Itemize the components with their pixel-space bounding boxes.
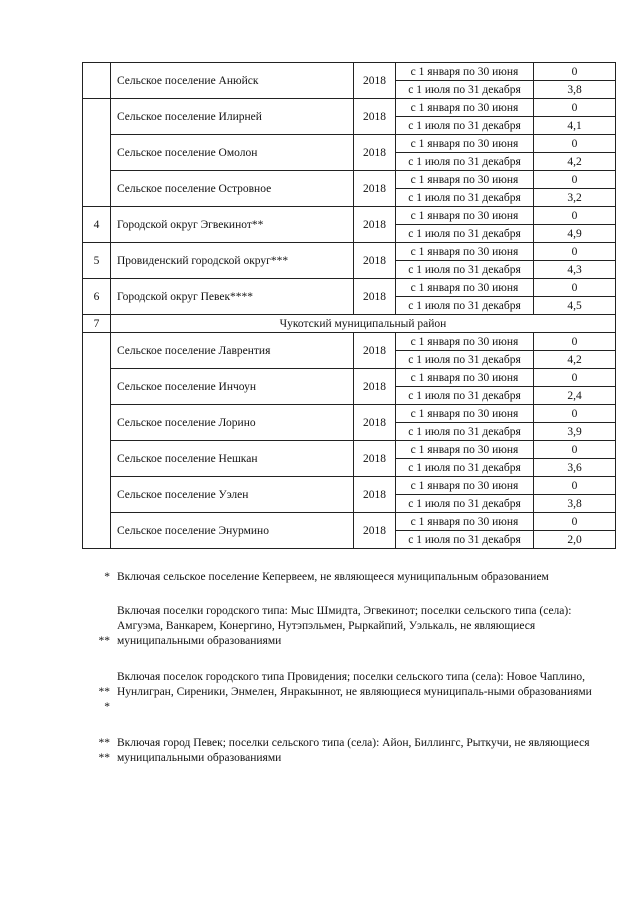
row-number: 5	[83, 243, 111, 279]
period-cell: с 1 июля по 31 декабря	[396, 459, 534, 477]
settlement-name: Сельское поселение Илирней	[111, 99, 354, 135]
period-cell: с 1 июля по 31 декабря	[396, 387, 534, 405]
value-cell: 0	[534, 243, 616, 261]
row-number	[83, 63, 111, 99]
period-cell: с 1 января по 30 июня	[396, 279, 534, 297]
period-cell: с 1 июля по 31 декабря	[396, 225, 534, 243]
footnote-text: Включая поселки городского типа: Мыс Шмидта, Эгвекинот; поселки сельского типа (села): Амгуэма, Ванкарем, Конергино, Нутэпэльмен, Рыркайпий, Уэлькаль, не являющиеся муниципальными образованиями	[117, 605, 572, 647]
year-cell: 2018	[354, 207, 396, 243]
footnote-mark: *	[104, 571, 110, 583]
table-row	[83, 99, 616, 117]
period-cell: с 1 июля по 31 декабря	[396, 189, 534, 207]
period-cell: с 1 января по 30 июня	[396, 207, 534, 225]
value-cell: 0	[534, 333, 616, 351]
year-cell: 2018	[354, 477, 396, 513]
value-cell: 0	[534, 171, 616, 189]
period-cell: с 1 января по 30 июня	[396, 333, 534, 351]
period-cell: с 1 января по 30 июня	[396, 405, 534, 423]
period-cell: с 1 июля по 31 декабря	[396, 153, 534, 171]
year-cell: 2018	[354, 405, 396, 441]
settlement-name: Сельское поселение Энурмино	[111, 513, 354, 549]
value-cell: 4,2	[534, 351, 616, 369]
period-cell: с 1 января по 30 июня	[396, 63, 534, 81]
settlement-name: Сельское поселение Уэлен	[111, 477, 354, 513]
footnote-text: Включая сельское поселение Кепервеем, не являющееся муниципальным образованием	[117, 571, 549, 583]
period-cell: с 1 июля по 31 декабря	[396, 81, 534, 99]
table-row	[83, 171, 616, 189]
period-cell: с 1 июля по 31 декабря	[396, 531, 534, 549]
year-cell: 2018	[354, 513, 396, 549]
value-cell: 0	[534, 477, 616, 495]
value-cell: 0	[534, 279, 616, 297]
table-row	[83, 513, 616, 531]
row-number	[83, 99, 111, 207]
table-row	[83, 441, 616, 459]
period-cell: с 1 июля по 31 декабря	[396, 261, 534, 279]
year-cell: 2018	[354, 135, 396, 171]
settlement-name: Сельское поселение Островное	[111, 171, 354, 207]
footnote-mark: ** **	[98, 737, 110, 764]
value-cell: 3,8	[534, 495, 616, 513]
year-cell: 2018	[354, 279, 396, 315]
row-number: 4	[83, 207, 111, 243]
value-cell: 0	[534, 369, 616, 387]
year-cell: 2018	[354, 441, 396, 477]
value-cell: 4,2	[534, 153, 616, 171]
value-cell: 0	[534, 63, 616, 81]
table-row	[83, 477, 616, 495]
period-cell: с 1 января по 30 июня	[396, 171, 534, 189]
row-number: 7	[83, 315, 111, 333]
footnote-mark: ** *	[98, 686, 110, 713]
value-cell: 3,2	[534, 189, 616, 207]
settlement-name: Городской округ Певек****	[111, 279, 354, 315]
year-cell: 2018	[354, 99, 396, 135]
table-row	[83, 63, 616, 81]
period-cell: с 1 июля по 31 декабря	[396, 117, 534, 135]
value-cell: 0	[534, 441, 616, 459]
row-number	[83, 333, 111, 549]
table-row	[83, 369, 616, 387]
period-cell: с 1 января по 30 июня	[396, 99, 534, 117]
period-cell: с 1 июля по 31 декабря	[396, 297, 534, 315]
value-cell: 2,0	[534, 531, 616, 549]
year-cell: 2018	[354, 63, 396, 99]
value-cell: 4,9	[534, 225, 616, 243]
district-row	[83, 315, 616, 333]
settlement-name: Городской округ Эгвекинот**	[111, 207, 354, 243]
rates-table	[82, 62, 616, 549]
period-cell: с 1 января по 30 июня	[396, 369, 534, 387]
table-row	[83, 279, 616, 297]
year-cell: 2018	[354, 171, 396, 207]
year-cell: 2018	[354, 243, 396, 279]
value-cell: 2,4	[534, 387, 616, 405]
value-cell: 4,5	[534, 297, 616, 315]
settlement-name: Провиденский городской округ***	[111, 243, 354, 279]
footnote-text: Включая поселок городского типа Провидения; поселки сельского типа (села): Новое Чаплино, Нунлигран, Сиреники, Энмелен, Янракыннот, не являющиеся муниципаль-ными образованиями	[117, 671, 592, 698]
period-cell: с 1 июля по 31 декабря	[396, 351, 534, 369]
settlement-name: Сельское поселение Лорино	[111, 405, 354, 441]
period-cell: с 1 июля по 31 декабря	[396, 495, 534, 513]
footnote-mark: **	[98, 635, 110, 647]
value-cell: 0	[534, 405, 616, 423]
value-cell: 4,3	[534, 261, 616, 279]
value-cell: 3,8	[534, 81, 616, 99]
value-cell: 4,1	[534, 117, 616, 135]
settlement-name: Сельское поселение Инчоун	[111, 369, 354, 405]
district-name: Чукотский муниципальный район	[111, 315, 616, 333]
value-cell: 0	[534, 99, 616, 117]
settlement-name: Сельское поселение Омолон	[111, 135, 354, 171]
table-row	[83, 333, 616, 351]
settlement-name: Сельское поселение Нешкан	[111, 441, 354, 477]
settlement-name: Сельское поселение Лаврентия	[111, 333, 354, 369]
rates-table-body	[83, 63, 616, 549]
footnote-text: Включая город Певек; поселки сельского типа (села): Айон, Биллингс, Рыткучи, не являющиеся муниципальными образованиями	[117, 737, 590, 764]
value-cell: 3,9	[534, 423, 616, 441]
value-cell: 3,6	[534, 459, 616, 477]
period-cell: с 1 января по 30 июня	[396, 135, 534, 153]
period-cell: с 1 января по 30 июня	[396, 513, 534, 531]
year-cell: 2018	[354, 333, 396, 369]
table-row	[83, 243, 616, 261]
value-cell: 0	[534, 207, 616, 225]
period-cell: с 1 января по 30 июня	[396, 477, 534, 495]
period-cell: с 1 января по 30 июня	[396, 441, 534, 459]
year-cell: 2018	[354, 369, 396, 405]
value-cell: 0	[534, 135, 616, 153]
settlement-name: Сельское поселение Анюйск	[111, 63, 354, 99]
period-cell: с 1 июля по 31 декабря	[396, 423, 534, 441]
table-row	[83, 405, 616, 423]
table-row	[83, 135, 616, 153]
period-cell: с 1 января по 30 июня	[396, 243, 534, 261]
value-cell: 0	[534, 513, 616, 531]
table-row	[83, 207, 616, 225]
row-number: 6	[83, 279, 111, 315]
